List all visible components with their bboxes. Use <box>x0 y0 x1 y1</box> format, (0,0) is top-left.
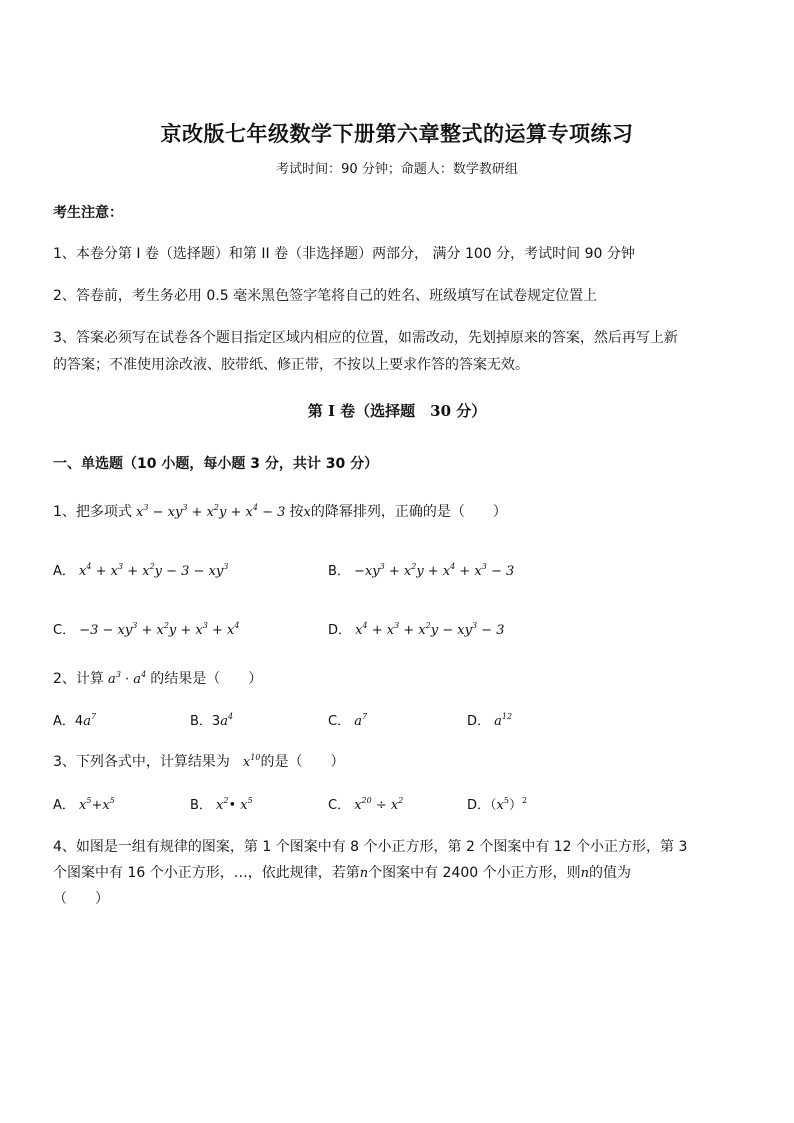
q3-option-a: A． $x^5+x^5$ <box>53 796 115 813</box>
notice-item-3-cont: 的答案；不准使用涂改液、胶带纸、修正带，不按以上要求作答的答案无效。 <box>53 357 529 373</box>
notice-item-1: 1、本卷分第 I 卷（选择题）和第 II 卷（非选择题）两部分， 满分 100 分，考试时间 90 分钟 <box>53 246 635 262</box>
q2-expression: $a^3 \cdot a^4$ <box>103 670 147 687</box>
question-4: 4、如图是一组有规律的图案，第 1 个图案中有 8 个小正方形，第 2 个图案中有 12 个小正方形，第 3 <box>53 839 688 855</box>
question-3: 3、下列各式中，计算结果为 $x^{10}$的是（ ） <box>53 753 345 770</box>
q1-polynomial: $x^3 - xy^3 + x^2y + x^4 - 3$ <box>131 503 290 520</box>
notice-heading: 考生注意： <box>53 205 123 221</box>
q1-prefix: 1、把多项式 <box>53 504 132 520</box>
section-title: 第 I 卷（选择题 30 分） <box>307 402 487 420</box>
q3-target: $x^{10}$ <box>229 753 261 770</box>
question-4-line-2: 个图案中有 16 个小正方形，…，依此规律，若第n个图案中有 2400 个小正方形，则n的值为 <box>53 865 631 881</box>
notice-item-3: 3、答案必须写在试卷各个题目指定区域内相应的位置，如需改动，先划掉原来的答案，然后再写上新 <box>53 330 678 346</box>
q2-option-b: B．$3a^4$ <box>190 712 234 729</box>
question-2: 2、计算 $a^3 \cdot a^4$ 的结果是（ ） <box>53 670 263 687</box>
q3-option-c: C． $x^{20} \div x^2$ <box>328 796 404 813</box>
q3-option-d: D．$(x^5)^2$ <box>467 796 528 813</box>
question-4-answer-bracket: （ ） <box>53 891 109 907</box>
part-heading: 一、单选题（10 小题，每小题 3 分，共计 30 分） <box>53 456 379 472</box>
q2-option-d: D． $a^{12}$ <box>467 712 513 729</box>
q2-option-c: C． $a^7$ <box>328 712 368 729</box>
question-1: 1、把多项式 $x^3 - xy^3 + x^2y + x^4 - 3$ 按x的降幂排列，正确的是（ ） <box>53 503 507 520</box>
notice-item-2: 2、答卷前，考生务必用 0.5 毫米黑色签字笔将自己的姓名、班级填写在试卷规定位置上 <box>53 288 598 304</box>
page-title: 京改版七年级数学下册第六章整式的运算专项练习 <box>160 121 634 146</box>
exam-info: 考试时间：90 分钟；命题人：数学教研组 <box>276 162 518 177</box>
q3-option-b: B． $x^2•$ $x^5$ <box>190 796 253 813</box>
q1-option-a: A． $x^4 + x^3 + x^2y - 3 - xy^3$ <box>53 562 229 579</box>
q1-option-d: D． $x^4 + x^3 + x^2y - xy^3 - 3$ <box>328 621 505 638</box>
q2-option-a: A．$4a^7$ <box>53 712 97 729</box>
q1-option-b: B． $-xy^3 + x^2y + x^4 + x^3 - 3$ <box>328 562 515 579</box>
q1-option-c: C． $-3 - xy^3 + x^2y + x^3 + x^4$ <box>53 621 240 638</box>
